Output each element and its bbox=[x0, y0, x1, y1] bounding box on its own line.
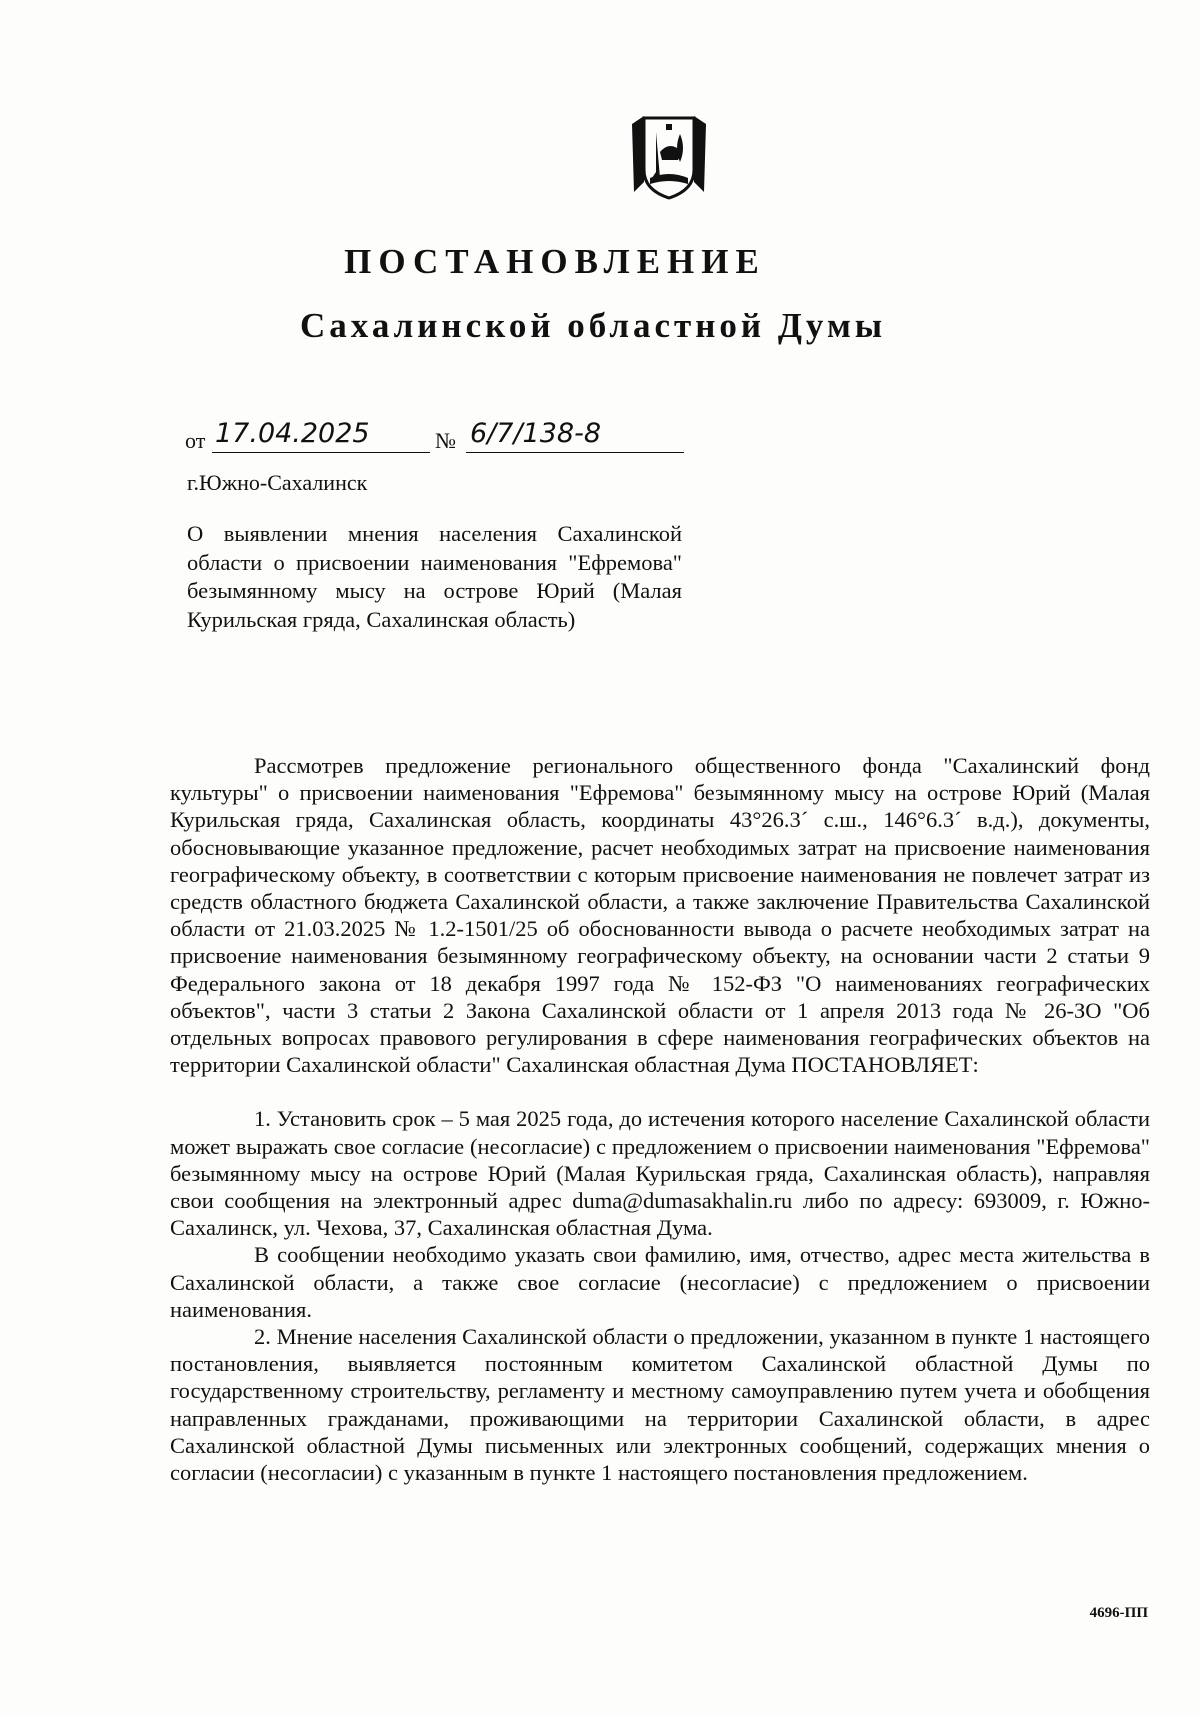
handwritten-number: 6/7/138-8 bbox=[470, 418, 602, 449]
date-prefix: от bbox=[185, 428, 206, 453]
preamble-paragraph: Рассмотрев предложение регионального общественного фонда "Сахалинский фонд культуры" о присвоении наименования "Ефремова" безымянному мысу на острове Юрий (Малая Курильская гряда, Сахалинская область, координаты 43°26.3´ с.ш., 146°6.3´ в.д.), документы, обосновывающие указанное предложение, расчет необходимых затрат на присвоение наименования географическому объекту, в соответствии с которым присвоение наименования не повлечет затрат из средств областного бюджета Сахалинской области, а также заключение Правительства Сахалинской области от 21.03.2025 № 1.2-1501/25 об обоснованности вывода о расчете необходимых затрат на присвоение наименования безымянному географическому объекту, на основании части 2 статьи 9 Федерального закона от 18 декабря 1997 года № 152-ФЗ "О наименованиях географических объектов", части 3 статьи 2 Закона Сахалинской области от 1 апреля 2013 года № 26-ЗО "Об отдельных вопросах правового регулирования в сфере наименования географических объектов на территории Сахалинской области" Сахалинская областная Дума ПОСТАНОВЛЯЕТ: bbox=[170, 753, 1150, 1078]
item-1-paragraph: 1. Установить срок – 5 мая 2025 года, до истечения которого население Сахалинской области может выражать свое согласие (несогласие) с предложением о присвоении наименования "Ефремова" безымянному мысу на острове Юрий (Малая Курильская гряда, Сахалинская область), направляя свои сообщения на электронный адрес duma@dumasakhalin.ru либо по адресу: 693009, г. Южно-Сахалинск, ул. Чехова, 37, Сахалинская областная Дума. bbox=[170, 1106, 1150, 1241]
item-1-note-paragraph: В сообщении необходимо указать свои фамилию, имя, отчество, адрес места жительства в Сахалинской области, а также свое согласие (несогласие) с предложением о присвоении наименования. bbox=[170, 1242, 1150, 1322]
resolution-subject: О выявлении мнения населения Сахалинской области о присвоении наименования "Ефремова" безымянному мысу на острове Юрий (Малая Курильская гряда, Сахалинская область) bbox=[187, 521, 682, 632]
date-underline bbox=[212, 452, 430, 453]
sakhalin-coat-of-arms-emblem bbox=[630, 112, 708, 202]
resolution-body bbox=[170, 752, 1150, 1486]
handwritten-date: 17.04.2025 bbox=[215, 418, 370, 449]
item-2-paragraph: 2. Мнение населения Сахалинской области о предложении, указанном в пункте 1 настоящего постановления, выявляется постоянным комитетом Сахалинской областной Думы по государственному строительству, регламенту и местному самоуправлению путем учета и обобщения направленных гражданами, проживающими на территории Сахалинской области, в адрес Сахалинской областной Думы письменных или электронных сообщений, содержащих мнения о согласии (несогласии) с указанным в пункте 1 настоящего постановления предложением. bbox=[170, 1324, 1150, 1486]
number-underline bbox=[466, 452, 684, 453]
document-title: ПОСТАНОВЛЕНИЕ bbox=[344, 242, 766, 281]
issuing-authority: Сахалинской областной Думы bbox=[300, 306, 887, 345]
document-code: 4696-ПП bbox=[1089, 1605, 1148, 1621]
number-prefix: № bbox=[435, 428, 456, 453]
city-of-issue: г.Южно-Сахалинск bbox=[187, 470, 368, 495]
